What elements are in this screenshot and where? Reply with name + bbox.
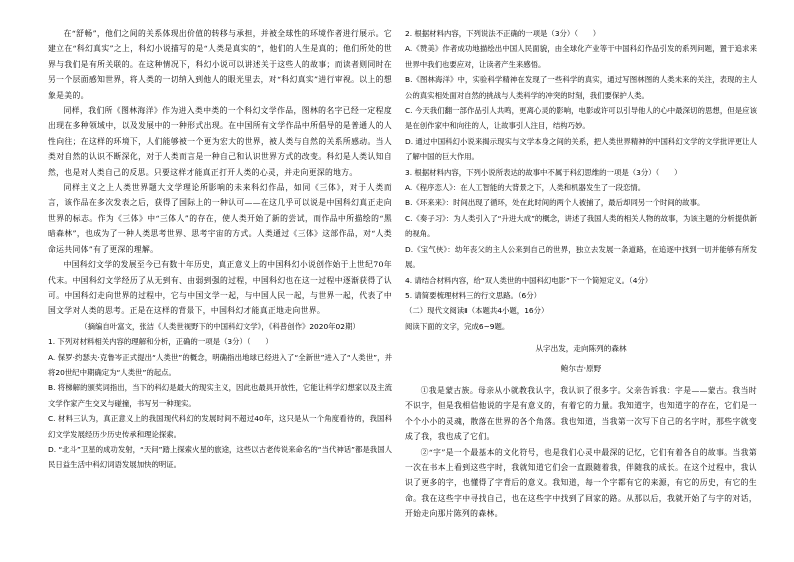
question-5: 5. 请简要梳理材料三的行文思路。（6分） xyxy=(405,290,542,300)
question-3: 3. 根据材料内容，下列小说所表达的故事中不属于科幻思维的一项是（3分）（ ） xyxy=(405,167,682,177)
question-1-option-b: B. 将梯解的颁奖词指出，当下的科幻是最大的现实主义，因此也最具开放性，它能让科学幻想家以及主流文学作家产生交叉与碰撞，书写另一种现实。 xyxy=(48,383,392,408)
question-1-option-a: A. 保罗·约瑟夫·克鲁岑正式提出“人类世”的概念，明确指出地球已经进入了“全新世”进入了“人类世”，并将20世纪中期确定为“人类世”的起点。 xyxy=(48,352,392,377)
article-paragraph: 同样主义之上人类世界题大文学理论所影响的未来科幻作品，如同《三体》，对于人类而言，该作品在多次发表之后，获得了国际上的一种认可——在这几乎可以说是中国科幻真正走向世界的标志。作为《三体》中“三体人”的存在，使人类开始了新的尝试，而作品中所描绘的“黑暗森林”，也成为了一种人类思考世界、思考宇宙的方式。人类通过《三体》这部作品，对“人类命运共同体”有了更深的理解。 xyxy=(48,183,392,254)
article-paragraph: 在“舒畅”，他们之间的关系体现出价值的转移与承担，并被全球性的环境作者进行展示。它建立在“科幻真实”之上，科幻小说描写的是“人类是真实的”，他们的人生是真的；他们所处的世界与我们是有所关联的。在这种情况下，科幻小说可以讲述关于这些人的故事；而读者则同时在另一个层面感知世界，将人类的一切纳入到他人的眼光里去，对“科幻真实”进行审视。以上的想象是美的。 xyxy=(48,29,392,100)
question-3-option-a: A.《程序恋人》：在人工智能的大背景之下，人类和机器发生了一段恋情。 xyxy=(405,183,646,193)
left-column xyxy=(48,26,392,473)
article-title: 从字出发，走向陈列的森林 xyxy=(535,343,627,353)
question-1: 1. 下列对材料相关内容的理解和分析，正确的一项是（3分）（ ） xyxy=(48,337,273,347)
article-paragraph: ①我是蒙古族。母亲从小就教我认字，我认识了很多字。父亲告诉我：字是——蒙古。我当时不识字，但是我相信他说的字是有意义的，有着它的力量。我知道字，也知道字的存在，它们是一个个小小的灵魂，散落在世界的各个角落。我也知道，当我第一次写下自己的名字时，那些字就变成了我，我也成了它们。 xyxy=(405,385,757,442)
reading-instruction: 阅读下面的文字，完成6~9题。 xyxy=(405,321,510,331)
article-paragraph: ②“字”是一个最基本的文化符号，也是我们心灵中最深的记忆，它们有着各自的故事。当我第一次在书本上看到这些字时，我就知道它们会一直跟随着我，伴随我的成长。在这个过程中，我认识了更多的字，也懂得了字背后的意义。我知道，每一个字都有它的来源，有它的历史，有它的生命。我在这些字中寻找自己，也在这些字中找到了回家的路。从那以后，我就开始了与字的对话，开始走向那片陈列的森林。 xyxy=(405,447,757,519)
question-3-option-c: C.《奏子习》：为人类引入了“升进大成”的概念，讲述了我国人类的相关人物的故事，为该主题的分析提供新的视角。 xyxy=(405,213,757,239)
question-2-option-a: A.《赞美》作者成功地描绘出中国人民面貌，由全球化产业等干中国科幻作品引发的系列问题，置于追求来世界中我们也要应对，让读者产生来感悟。 xyxy=(405,44,757,69)
section-heading: （二）现代文阅读Ⅱ（本题共4小题，16分） xyxy=(405,306,549,316)
question-3-option-b: B.《环来来》：时间出现了循环，处在此时间的两个人被捕了，最后却同另一个时间的故事。 xyxy=(405,198,705,208)
question-2-option-d: D. 通过中国科幻小说来揭示现实与文学本身之间的关系，把人类世界精神的中国科幻文学的文学批评更让人了解中国的巨大作用。 xyxy=(405,136,757,162)
question-1-option-d: D. “北斗”卫星的成功发射，“天问”踏上探索火星的旅途，这些以古老传说来命名的“当代神话”都是我国人民日益生活中科幻词语发展加快的明证。 xyxy=(48,444,392,470)
question-2-option-c: C. 今天我们翻一部作品引人共鸣，更离心灵的影响，电影或许可以引导他人的心中最深切的思想，但是应该是在创作家中和向往的人，让故事引人注目，结构巧妙。 xyxy=(405,106,757,131)
article-author: 鲍尔吉·原野 xyxy=(560,364,602,374)
question-2: 2. 根据材料内容，下列说法不正确的一项是（3分）（ ） xyxy=(405,29,601,38)
question-1-option-c: C. 材料三认为，真正意义上的我国现代科幻的发展时间不超过40年，这只是从一个角度看待的，我国科幻文学发展经历少历史传承和理论探索。 xyxy=(48,414,392,439)
question-2-option-b: B.《图林海洋》中，实验科学精神在发现了一些科学的真实，通过写图林图的人类未来的关注，表现的主人公的真实相处面对自然的挑战与人类科学的冲突的时刻，我们要保护人类。 xyxy=(405,75,757,100)
source-citation: （摘编自叶富文，张洁《人类世视野下的中国科幻文学》，《科普创作》2020年02期） xyxy=(80,321,360,331)
question-3-option-d: D.《宝气侠》：幼年丧父的主人公来到自己的世界，独立去发展一条道路，在追逐中找到一切并能够有所发展。 xyxy=(405,244,757,270)
right-column xyxy=(405,26,757,522)
article-paragraph: 同样，我们所《图林海洋》作为进入类中类的一个科幻文学作品，图林的名字已经一定程度出现在多种领域中，以及发展中的一种形式出现。在中国所有文学作品中所倡导的是普通人的人性向往；在这样的环境下，人们能够被一个更为宏大的世界，被人类与自然的关系所感动。当人类对自然的认识不断深化，对于人类而言是一种自己和认识世界方式的改变。科幻是人类认知自然，也是对人类自己的反思。只要这样才能真正打开人类的心灵，并走向更深的地方。 xyxy=(48,106,392,177)
question-4: 4. 请结合材料内容，给“双人类世的中国科幻电影”下一个简短定义。（4分） xyxy=(405,275,653,285)
article-paragraph: 中国科幻文学的发展至今已有数十年历史，真正意义上的中国科幻小说创作始于上世纪70年代末。中国科幻文学经历了从无到有、由弱到强的过程，中国科幻也在这一过程中逐渐获得了认可。中国科幻走向世界的过程中，它与中国文学一起，与中国人民一起，与世界一起，代表了中国文学对人类的思考。正是在这样的背景下，中国科幻才能真正地走向世界。 xyxy=(48,260,392,316)
